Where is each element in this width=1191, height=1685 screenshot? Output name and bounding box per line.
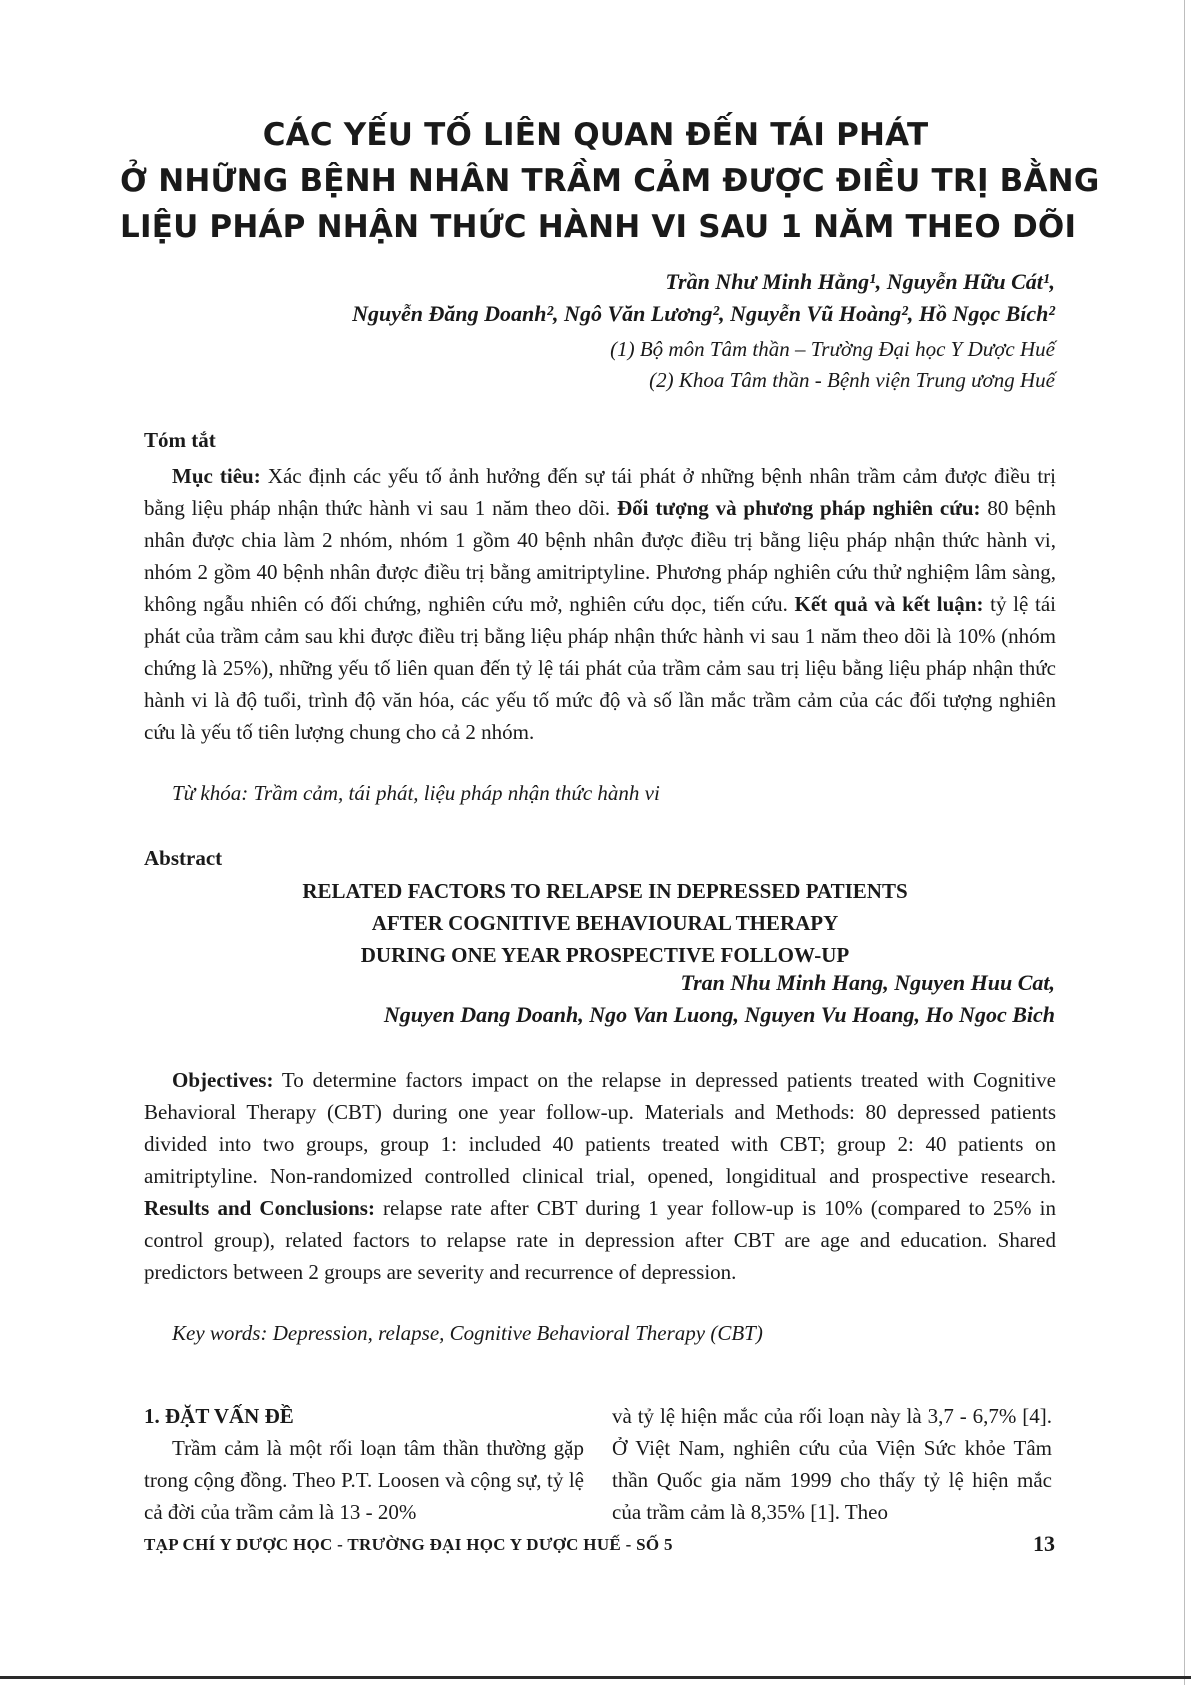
objectives-text: To determine factors impact on the relapse in depressed patients treated with Cognitive Behavioral Therapy (CBT) during one year follow-up. Materials and Methods: 80 depressed patients divided into two groups, group 1: included 40 patients treated with CBT; group 2: 40 patients on amitriptyline. Non-randomized controlled clinical trial, opened, longiditual and prospective research. [144, 1068, 1056, 1188]
authors-vn [352, 266, 1055, 330]
objectives-label: Objectives: [172, 1068, 274, 1092]
abstract-heading: Abstract [144, 846, 223, 870]
authors-en-line-1: Tran Nhu Minh Hang, Nguyen Huu Cat, [680, 970, 1055, 995]
body-left-paragraph: Trầm cảm là một rối loạn tâm thần thường gặp trong cộng đồng. Theo P.T. Loosen và cộng sự, tỷ lệ cả đời của trầm cảm là 13 - 20% [144, 1436, 584, 1524]
abstract-title [200, 875, 1010, 971]
abstract-title-line-3: DURING ONE YEAR PROSPECTIVE FOLLOW-UP [360, 943, 850, 967]
page-number: 13 [1033, 1531, 1055, 1556]
methods-text: 80 bệnh nhân được chia làm 2 nhóm, nhóm 1 gồm 40 bệnh nhân được điều trị bằng liệu pháp nhận thức hành vi, nhóm 2 gồm 40 bệnh nhân được điều trị bằng amitriptyline. Phương pháp nghiên cứu thử nghiệm lâm sàng, không ngẫu nhiên có đối chứng, nghiên cứu mở, nghiên cứu dọc, tiến cứu. [144, 496, 1056, 616]
article-title [120, 112, 1100, 250]
title-line-3: LIỆU PHÁP NHẬN THỨC HÀNH VI SAU 1 NĂM THEO DÕI [120, 209, 1077, 245]
results-en-text: relapse rate after CBT during 1 year follow-up is 10% (compared to 25% in control group), related factors to relapse rate in depression after CBT are age and education. Shared predictors between 2 groups are severity and recurrence of depression. [144, 1196, 1056, 1284]
keywords-vn: Từ khóa: Trầm cảm, tái phát, liệu pháp nhận thức hành vi [172, 781, 660, 805]
affiliation-1: (1) Bộ môn Tâm thần – Trường Đại học Y Dược Huế [610, 337, 1055, 361]
title-line-1: CÁC YẾU TỐ LIÊN QUAN ĐẾN TÁI PHÁT [262, 117, 929, 153]
keywords-en: Key words: Depression, relapse, Cognitive Behavioral Therapy (CBT) [172, 1321, 763, 1345]
body-column-right [612, 1400, 1052, 1528]
scan-edge-bottom [0, 1676, 1191, 1679]
body-right-paragraph: và tỷ lệ hiện mắc của rối loạn này là 3,7 - 6,7% [4]. Ở Việt Nam, nghiên cứu của Viện Sức khỏe Tâm thần Quốc gia năm 1999 cho thấy tỷ lệ hiện mắc của trầm cảm là 8,35% [1]. Theo [612, 1404, 1052, 1524]
abstract-paragraph [144, 1064, 1056, 1288]
affiliations [610, 334, 1055, 396]
title-line-2: Ở NHỮNG BỆNH NHÂN TRẦM CẢM ĐƯỢC ĐIỀU TRỊ BẰNG [120, 163, 1100, 199]
scan-edge-right [1184, 0, 1185, 1685]
summary-paragraph [144, 460, 1056, 748]
authors-en-line-2: Nguyen Dang Doanh, Ngo Van Luong, Nguyen Vu Hoang, Ho Ngoc Bich [383, 1002, 1055, 1027]
objective-text: Xác định các yếu tố ảnh hưởng đến sự tái phát ở những bệnh nhân trầm cảm được điều trị bằng liệu pháp nhận thức hành vi sau 1 năm theo dõi. [144, 464, 1056, 520]
body-column-left [144, 1400, 584, 1528]
abstract-title-line-2: AFTER COGNITIVE BEHAVIOURAL THERAPY [371, 911, 839, 935]
results-label: Kết quả và kết luận: [794, 592, 984, 616]
affiliation-2: (2) Khoa Tâm thần - Bệnh viện Trung ương Huế [649, 368, 1055, 392]
abstract-title-line-1: RELATED FACTORS TO RELAPSE IN DEPRESSED PATIENTS [302, 879, 908, 903]
results-en-label: Results and Conclusions: [144, 1196, 375, 1220]
authors-en [384, 967, 1055, 1031]
journal-footer: TẠP CHÍ Y DƯỢC HỌC - TRƯỜNG ĐẠI HỌC Y DƯỢC HUẾ - SỐ 5 [144, 1535, 673, 1554]
authors-vn-line-1: Trần Như Minh Hằng¹, Nguyễn Hữu Cát¹, [665, 269, 1055, 294]
authors-vn-line-2: Nguyễn Đăng Doanh², Ngô Văn Lương², Nguyễn Vũ Hoàng², Hồ Ngọc Bích² [352, 301, 1055, 326]
body-left-text [144, 1432, 584, 1528]
summary-heading: Tóm tắt [144, 428, 216, 452]
section-1-heading: 1. ĐẶT VẤN ĐỀ [144, 1404, 294, 1428]
results-text: tỷ lệ tái phát của trầm cảm sau khi được điều trị bằng liệu pháp nhận thức hành vi sau 1 năm theo dõi là 10% (nhóm chứng là 25%), những yếu tố liên quan đến tỷ lệ tái phát của trầm cảm sau trị liệu bằng liệu pháp nhận thức hành vi là độ tuổi, trình độ văn hóa, các yếu tố mức độ và số lần mắc trầm cảm của các đối tượng nghiên cứu là yếu tố tiên lượng chung cho cả 2 nhóm. [144, 592, 1056, 744]
methods-label: Đối tượng và phương pháp nghiên cứu: [617, 496, 981, 520]
objective-label: Mục tiêu: [172, 464, 261, 488]
